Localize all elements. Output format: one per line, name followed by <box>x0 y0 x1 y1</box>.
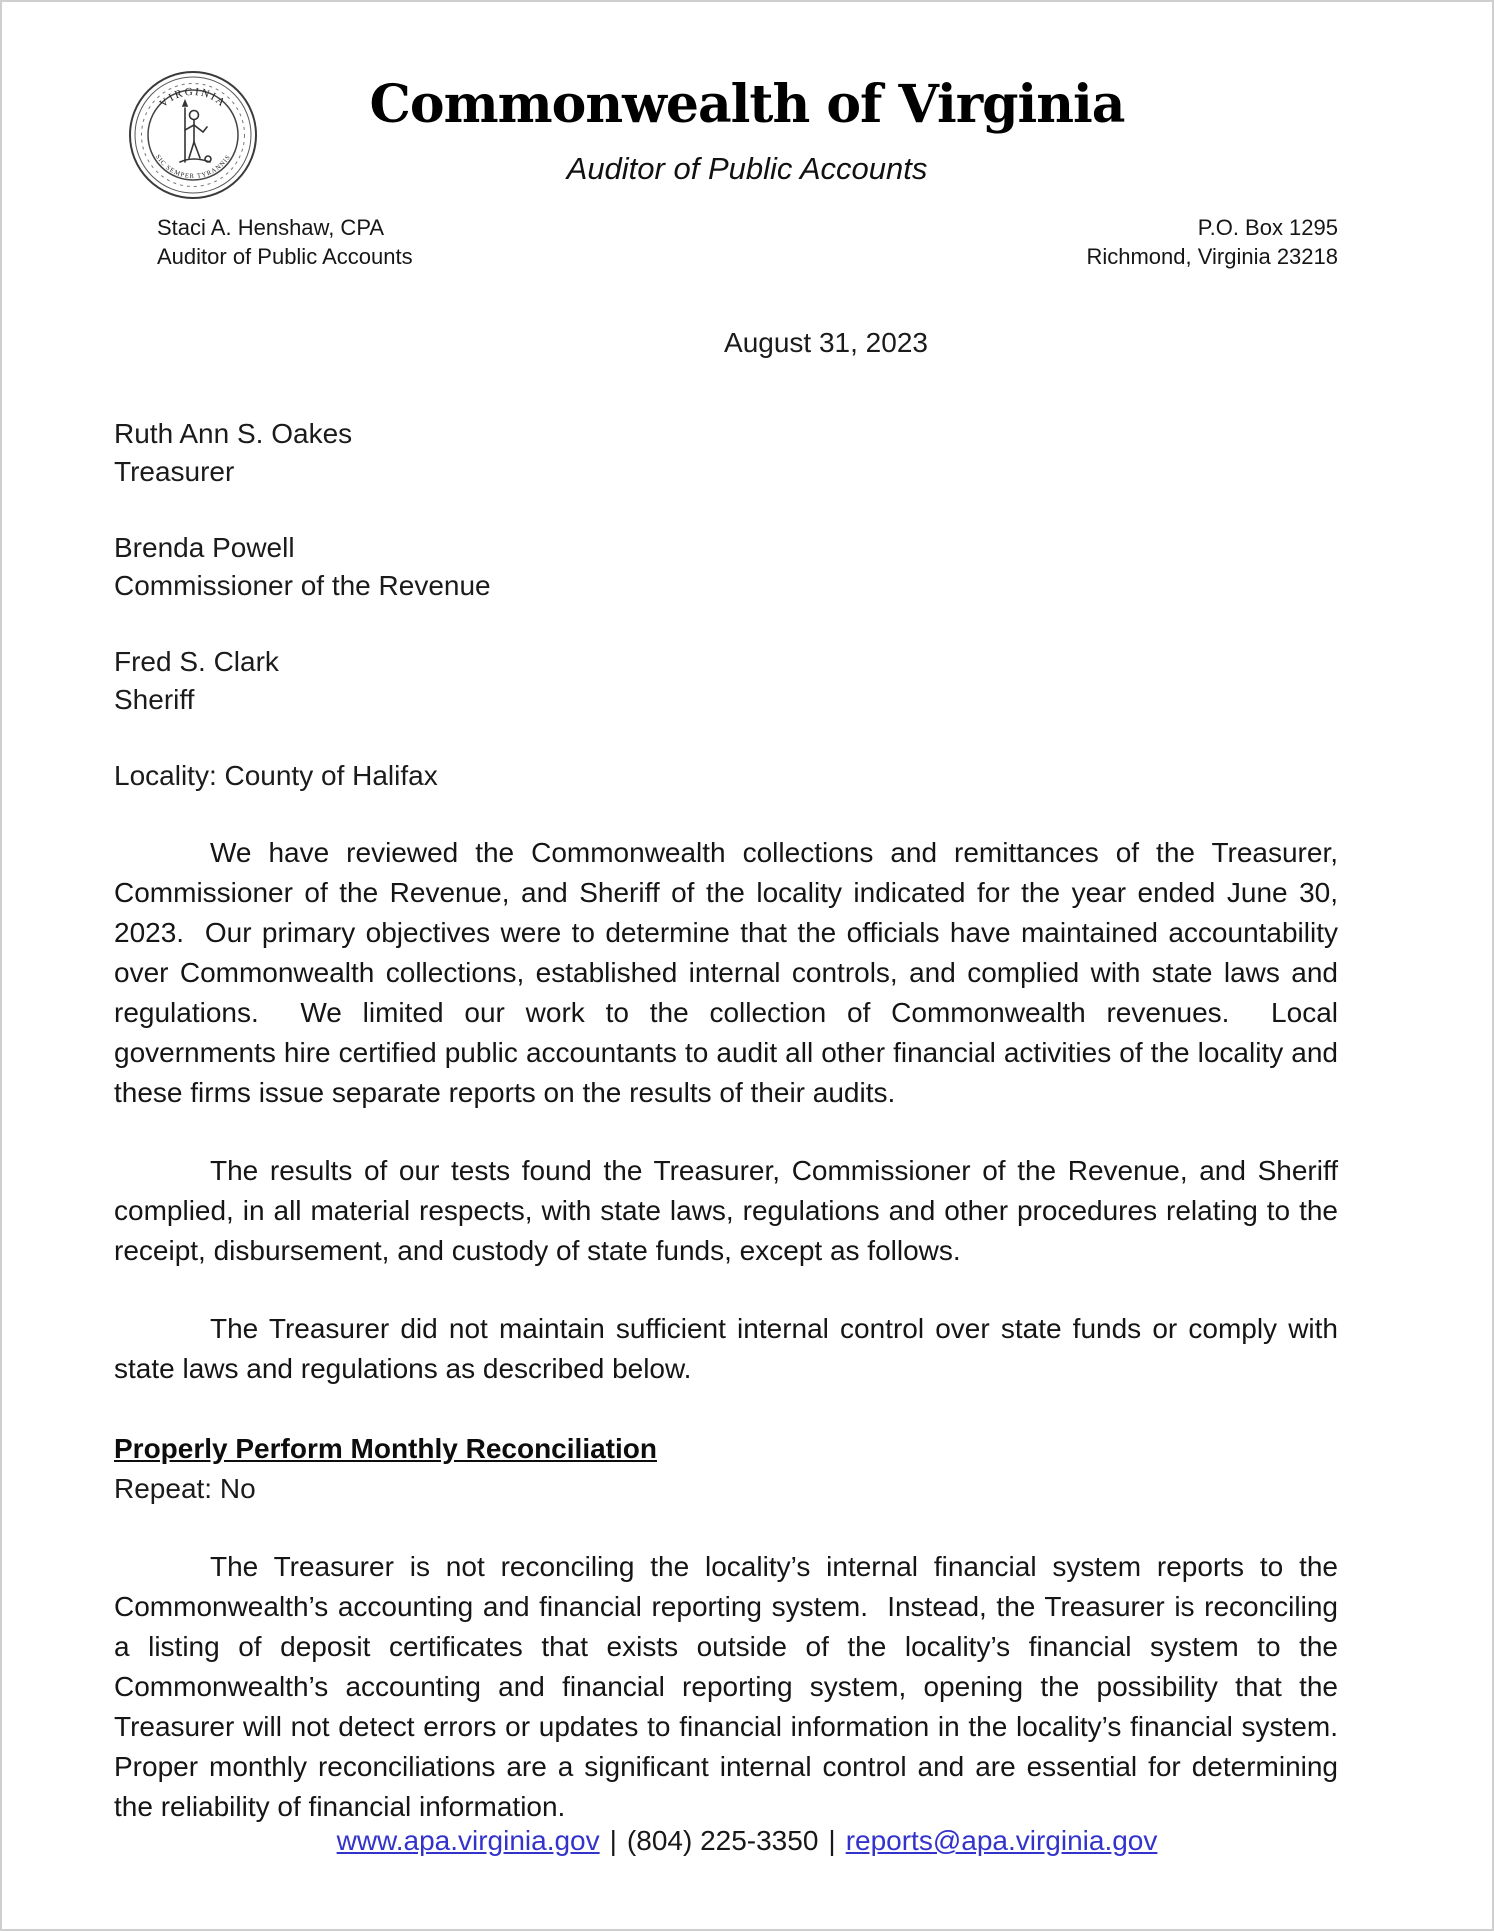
org-title: Commonwealth of Virginia <box>369 74 1125 135</box>
recipient-title: Commissioner of the Revenue <box>114 569 491 601</box>
office-address <box>1086 213 1338 271</box>
finding-repeat-status: Repeat: No <box>114 1472 256 1504</box>
contact-footer <box>2 1825 1492 1857</box>
recipient-title: Sheriff <box>114 683 195 715</box>
paragraph-review-scope: We have reviewed the Commonwealth collections and remittances of the Treasurer, Commissioner of the Revenue, and Sheriff of the locality indicated for the year ended June 30, 2023. Our primary objectives were to determine that the officials have maintained accountability over Commonwealth collections, established internal controls, and complied with state laws and regulations. We limited our work to the collection of Commonwealth revenues. Local governments hire certified public accountants to audit all other financial activities of the locality and these firms issue separate reports on the results of their audits. <box>114 836 1346 1108</box>
auditor-identity <box>157 213 413 271</box>
recipient-name: Brenda Powell <box>114 531 295 563</box>
footer-separator: | <box>828 1825 836 1856</box>
address-line-2: Richmond, Virginia 23218 <box>1086 243 1338 269</box>
recipient-block <box>114 415 1338 491</box>
recipient-block <box>114 643 1338 719</box>
svg-text:SIC SEMPER TYRANNIS <box>154 154 232 180</box>
website-link[interactable]: www.apa.virginia.gov <box>336 1825 600 1856</box>
paragraph-treasurer-noncompliance: The Treasurer did not maintain sufficient internal control over state funds or comply with state laws and regulations as described below. <box>114 1312 1346 1384</box>
letter-date: August 31, 2023 <box>724 326 928 358</box>
recipient-list <box>114 415 1338 795</box>
recipient-block <box>114 529 1338 605</box>
email-link[interactable]: reports@apa.virginia.gov <box>845 1825 1158 1856</box>
letter-body <box>2 327 1492 1827</box>
seal-bottom-text: SIC SEMPER TYRANNIS <box>153 153 233 181</box>
paragraph-finding-detail: The Treasurer is not reconciling the locality’s internal financial system reports to the Commonwealth’s accounting and financial reporting system. Instead, the Treasurer is reconciling a listing of deposit certificates that exists outside of the locality’s financial system to the Commonwealth’s accounting and financial reporting system, opening the possibility that the Treasurer will not detect errors or updates to financial information in the locality’s financial system. Proper monthly reconciliations are a significant internal control and are essential for determining the reliability of financial information. <box>114 1550 1354 1822</box>
recipient-name: Fred S. Clark <box>114 645 279 677</box>
paragraph-test-results: The results of our tests found the Treasurer, Commissioner of the Revenue, and Sheriff complied, in all material respects, with state laws, regulations and other procedures relating to the receipt, disbursement, and custody of state funds, except as follows. <box>114 1154 1346 1266</box>
letterhead-info-row <box>2 213 1492 271</box>
recipient-title: Treasurer <box>114 455 235 487</box>
seal-figure <box>180 101 211 162</box>
recipient-name: Ruth Ann S. Oakes <box>114 417 353 449</box>
auditor-title: Auditor of Public Accounts <box>157 243 413 269</box>
seal-top-text: VIRGINIA <box>157 85 229 111</box>
org-subtitle: Auditor of Public Accounts <box>566 150 928 186</box>
locality-line: Locality: County of Halifax <box>114 759 438 791</box>
auditor-name: Staci A. Henshaw, CPA <box>157 214 385 240</box>
phone-number: (804) 225-3350 <box>626 1825 819 1856</box>
address-line-1: P.O. Box 1295 <box>1197 214 1338 240</box>
virginia-state-seal-icon <box>128 70 258 200</box>
footer-separator: | <box>609 1825 617 1856</box>
finding-heading: Properly Perform Monthly Reconciliation <box>114 1432 657 1464</box>
